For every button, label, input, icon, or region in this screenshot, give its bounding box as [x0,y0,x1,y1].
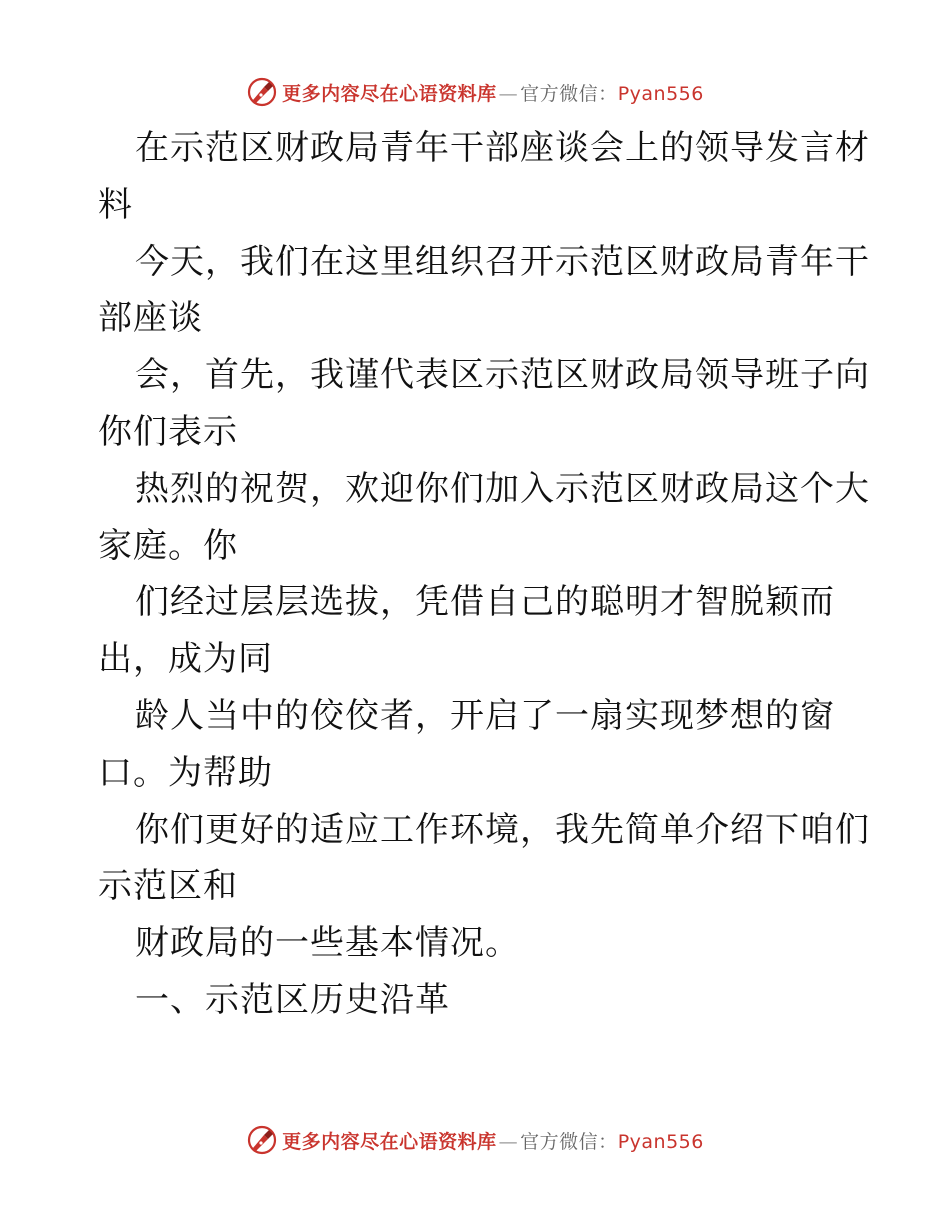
doc-line-8: 家庭。你 [98,525,238,566]
header-banner-text [282,79,704,106]
doc-line-13: 你们更好的适应工作环境，我先简单介绍下咱们 [135,809,870,850]
doc-line-6: 你们表示 [98,411,238,452]
doc-line-3: 今天，我们在这里组织召开示范区财政局青年干 [135,241,870,282]
pen-nib-logo-icon [246,1124,278,1156]
doc-line-15: 财政局的一些基本情况。 [135,923,520,964]
footer-banner-text [282,1127,704,1154]
header-banner [0,72,950,112]
header-wechat-id: Pyan556 [617,82,704,105]
footer-site-text: 更多内容尽在心语资料库 [282,1130,497,1153]
header-separator: — [498,82,519,105]
footer-wechat-id: Pyan556 [617,1130,704,1153]
doc-line-10: 出，成为同 [98,639,273,680]
doc-line-5: 会，首先，我谨代表区示范区财政局领导班子向 [135,355,870,396]
doc-line-4: 部座谈 [98,298,203,339]
doc-line-title-1: 在示范区财政局青年干部座谈会上的领导发言材 [135,128,870,168]
doc-line-14: 示范区和 [98,866,238,907]
doc-line-11: 龄人当中的佼佼者，开启了一扇实现梦想的窗 [135,695,835,736]
footer-separator: — [498,1130,519,1153]
header-site-text: 更多内容尽在心语资料库 [282,82,497,105]
footer-banner [0,1120,950,1160]
doc-line-9: 们经过层层选拔，凭借自己的聪明才智脱颖而 [135,582,835,623]
header-wechat-label: 官方微信： [520,82,618,105]
pen-nib-logo-icon [246,76,278,108]
doc-line-7: 热烈的祝贺，欢迎你们加入示范区财政局这个大 [135,468,870,509]
section-heading-1: 一、示范区历史沿革 [135,979,450,1020]
doc-line-12: 口。为帮助 [98,752,273,793]
doc-line-title-2: 料 [98,184,133,225]
footer-wechat-label: 官方微信： [520,1130,618,1153]
document-body [98,120,870,1029]
